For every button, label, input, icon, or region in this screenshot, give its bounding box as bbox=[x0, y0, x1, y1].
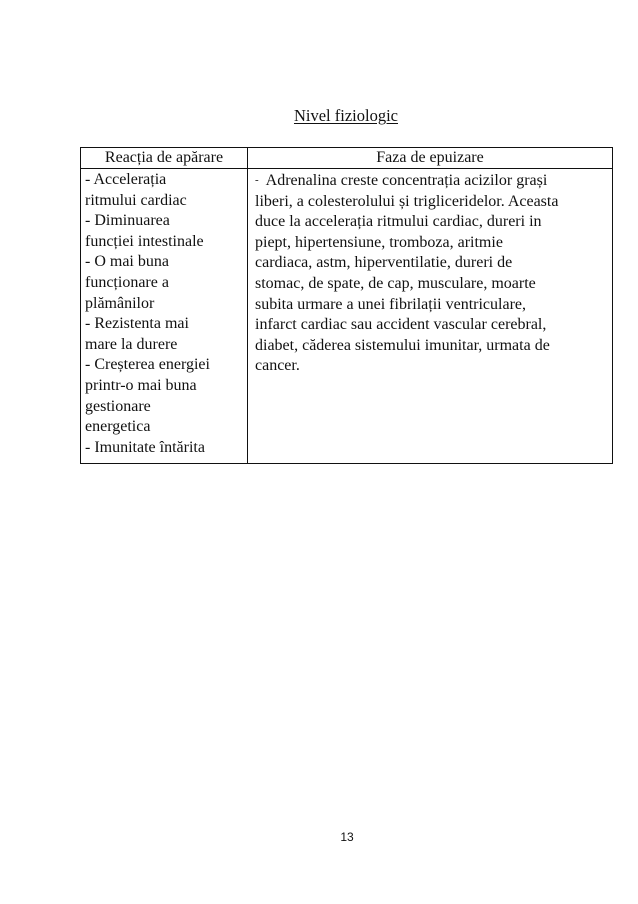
defense-item-immunity: - Imunitate întărita bbox=[85, 438, 205, 456]
exhaustion-paragraph bbox=[255, 170, 608, 377]
page-title: Nivel fiziologic bbox=[293, 106, 398, 125]
defense-item-intestinal: - Diminuarea funcției intestinale bbox=[85, 212, 204, 250]
header-exhaustion-phase: Faza de epuizare bbox=[248, 148, 613, 169]
defense-item-heart-rate: - Accelerația ritmului cardiac bbox=[85, 171, 187, 209]
defense-item-lungs: - O mai buna funcționare a plămânilor bbox=[85, 253, 169, 312]
exhaustion-text: Adrenalina creste concentrația acizilor grași liberi, a colesterolului și trigliceridelor. Aceasta duce la accelerația ritmului cardiac, dureri in piept, hipertensiune, tromboza, aritmie cardiaca, astm, hiperventilatie, dureri de stomac, de spate, de cap, musculare, moarte subita urmare a unei fibrilații ventriculare, infarct cardiac sau accident vascular cerebral, diabet, căderea sistemului imunitar, urmata de cancer. bbox=[255, 172, 559, 375]
defense-item-pain-resistance: - Rezistenta mai mare la durere bbox=[85, 315, 189, 353]
exhaustion-phase-cell bbox=[248, 169, 613, 464]
page-number: 13 bbox=[340, 830, 354, 844]
table-header-row bbox=[81, 148, 613, 169]
header-defense-reaction: Reacția de apărare bbox=[81, 148, 248, 169]
defense-item-energy: - Creșterea energiei printr-o mai buna gestionare energetica bbox=[85, 356, 210, 436]
defense-reaction-cell bbox=[81, 169, 248, 464]
exhaustion-dash: - bbox=[255, 174, 259, 186]
physiological-level-table bbox=[80, 147, 613, 464]
table-row bbox=[81, 169, 613, 464]
